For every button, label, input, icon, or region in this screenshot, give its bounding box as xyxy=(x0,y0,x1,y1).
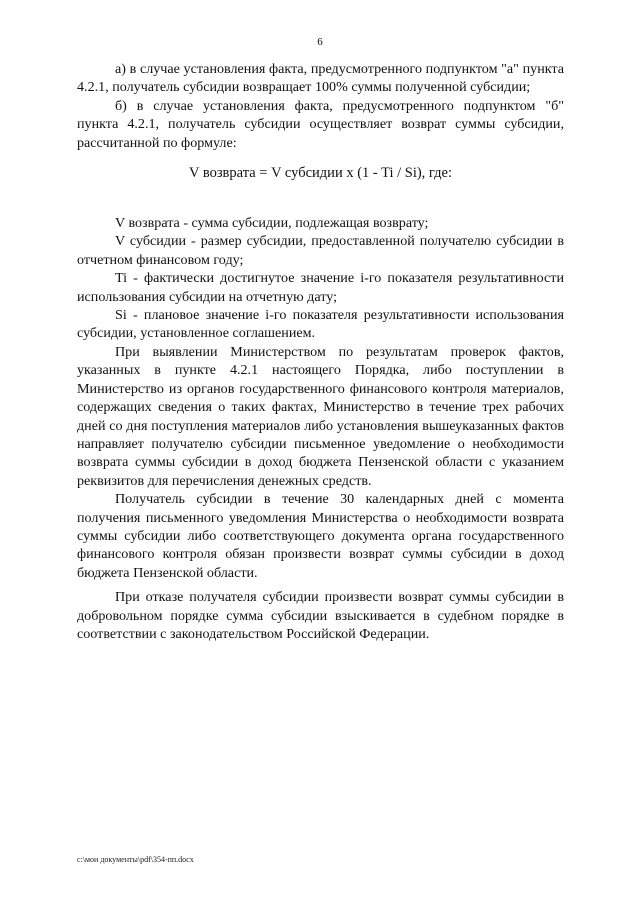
footer-file-path: c:\мои документы\pdf\354-пп.docx xyxy=(77,855,194,864)
definition-si: Si - плановое значение i-го показателя результативности использования субсидии, установленное соглашением. xyxy=(77,307,564,342)
refund-formula: V возврата = V субсидии x (1 - Ti / Si), где: xyxy=(189,165,452,182)
definition-v-subsidy: V субсидии - размер субсидии, предоставленной получателю субсидии в отчетном финансовом году; xyxy=(77,233,564,268)
paragraph-a: а) в случае установления факта, предусмотренного подпунктом "а" пункта 4.2.1, получатель субсидии возвращает 100% суммы полученной субсидии; xyxy=(77,61,564,96)
spacer xyxy=(77,196,564,214)
paragraph-ministry-detection: При выявлении Министерством по результатам проверок фактов, указанных в пункте 4.2.1 настоящего Порядка, либо поступлении в Министерство из органов государственного финансового контроля материалов, содержащих сведения о таких фактах, Министерство в течение трех рабочих дней со дня поступления материалов либо установления вышеуказанных фактов направляет получателю субсидии письменное уведомление о необходимости возврата суммы субсидии в доход бюджета Пензенской области с указанием реквизитов для перечисления денежных средств. xyxy=(77,343,564,489)
definition-v-refund: V возврата - сумма субсидии, подлежащая возврату; xyxy=(115,215,429,232)
page-number: 6 xyxy=(317,36,323,48)
paragraph-recipient-refund: Получатель субсидии в течение 30 календарных дней с момента получения письменного уведомления Министерства о необходимости возврата суммы субсидии либо соответствующего документа органа государственного финансового контроля обязан произвести возврат суммы субсидии в доход бюджета Пензенской области. xyxy=(77,491,564,581)
paragraph-refusal: При отказе получателя субсидии произвести возврат суммы субсидии в добровольном порядке сумма субсидии взыскивается в судебном порядке в соответствии с законодательством Российской Федерации. xyxy=(77,589,564,642)
paragraph-b: б) в случае установления факта, предусмотренного подпунктом "б" пункта 4.2.1, получатель субсидии осуществляет возврат суммы субсидии, рассчитанной по формуле: xyxy=(77,97,564,151)
definition-ti: Ti - фактически достигнутое значение i-го показателя результативности использования субсидии на отчетную дату; xyxy=(77,270,564,305)
document-body xyxy=(77,60,564,643)
